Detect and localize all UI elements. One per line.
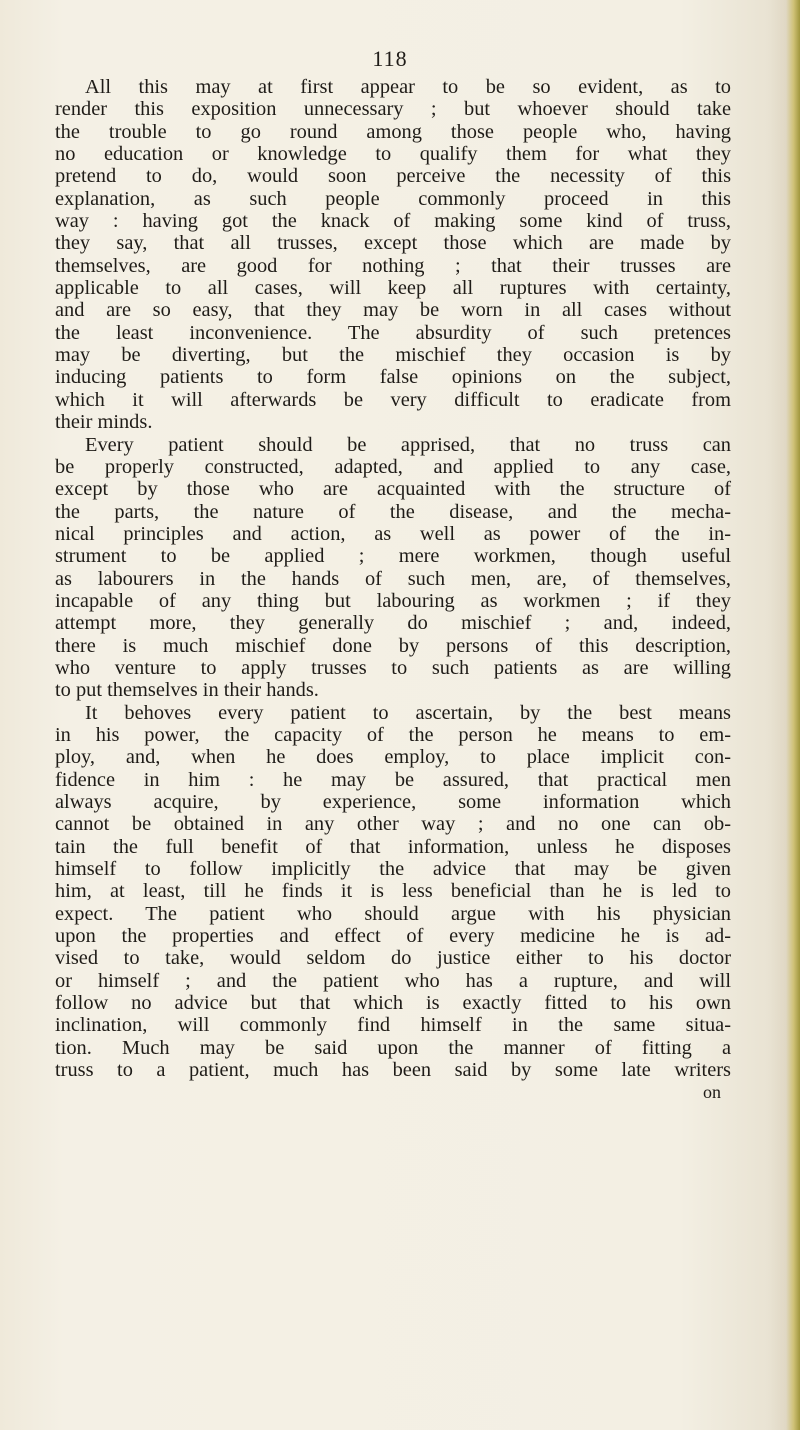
text-line: in his power, the capacity of the person he means to em- (55, 723, 731, 746)
text-line: the parts, the nature of the disease, and the mecha- (55, 500, 731, 523)
text-line: upon the properties and effect of every medicine he is ad- (55, 925, 731, 948)
text-line: follow no advice but that which is exactly fitted to his own (55, 992, 731, 1015)
text-line: pretend to do, would soon perceive the necessity of this (55, 165, 731, 188)
text-line: nical principles and action, as well as power of the in- (55, 522, 731, 545)
text-line: fidence in him : he may be assured, that practical men (55, 768, 731, 791)
text-line: inducing patients to form false opinions on the subject, (55, 366, 731, 389)
text-line: All this may at first appear to be so evident, as to (85, 76, 731, 98)
text-line: who venture to apply trusses to such patients as are willing (55, 656, 731, 679)
catchword: on (703, 1082, 721, 1103)
text-line: which it will afterwards be very difficult to eradicate from (55, 388, 731, 411)
text-line: the least inconvenience. The absurdity of such pretences (55, 321, 731, 344)
text-line: applicable to all cases, will keep all ruptures with certainty, (55, 277, 731, 300)
text-line: the trouble to go round among those people who, having (55, 120, 731, 143)
text-line: vised to take, would seldom do justice either to his doctor (55, 947, 731, 970)
text-line: to put themselves in their hands. (55, 679, 319, 702)
text-line: him, at least, till he finds it is less beneficial than he is led to (55, 880, 731, 903)
text-line: way : having got the knack of making some kind of truss, (55, 210, 731, 233)
text-line: incapable of any thing but labouring as workmen ; if they (55, 589, 731, 612)
body-text (55, 76, 731, 1104)
text-line: or himself ; and the patient who has a rupture, and will (55, 969, 731, 992)
text-line: attempt more, they generally do mischief ; and, indeed, (55, 612, 731, 635)
text-line: tion. Much may be said upon the manner of fitting a (55, 1036, 731, 1059)
text-line: their minds. (55, 411, 153, 434)
text-line: themselves, are good for nothing ; that their trusses are (55, 254, 731, 277)
page-edge (786, 0, 800, 1430)
text-line: inclination, will commonly find himself in the same situa- (55, 1014, 731, 1037)
text-line: be properly constructed, adapted, and applied to any case, (55, 455, 731, 478)
text-line: explanation, as such people commonly proceed in this (55, 187, 731, 210)
text-line: they say, that all trusses, except those which are made by (55, 232, 731, 255)
text-line: himself to follow implicitly the advice that may be given (55, 858, 731, 881)
text-line: ploy, and, when he does employ, to place implicit con- (55, 746, 731, 769)
text-line: as labourers in the hands of such men, are, of themselves, (55, 567, 731, 590)
text-line: expect. The patient who should argue with his physician (55, 902, 731, 925)
text-line: tain the full benefit of that information, unless he disposes (55, 835, 731, 858)
page-number: 118 (372, 46, 408, 71)
text-line: Every patient should be apprised, that no truss can (85, 433, 731, 456)
text-line: there is much mischief done by persons of this description, (55, 634, 731, 657)
text-line: may be diverting, but the mischief they occasion is by (55, 344, 731, 367)
text-line: except by those who are acquainted with the structure of (55, 478, 731, 501)
text-line: It behoves every patient to ascertain, by the best means (85, 701, 731, 724)
text-line: no education or knowledge to qualify them for what they (55, 143, 731, 166)
text-line: strument to be applied ; mere workmen, though useful (55, 545, 731, 568)
text-line: render this exposition unnecessary ; but whoever should take (55, 98, 731, 121)
text-line: cannot be obtained in any other way ; and no one can ob- (55, 813, 731, 836)
text-line: truss to a patient, much has been said by some late writers (55, 1059, 731, 1082)
text-line: and are so easy, that they may be worn in all cases without (55, 299, 731, 322)
text-line: always acquire, by experience, some information which (55, 791, 731, 813)
